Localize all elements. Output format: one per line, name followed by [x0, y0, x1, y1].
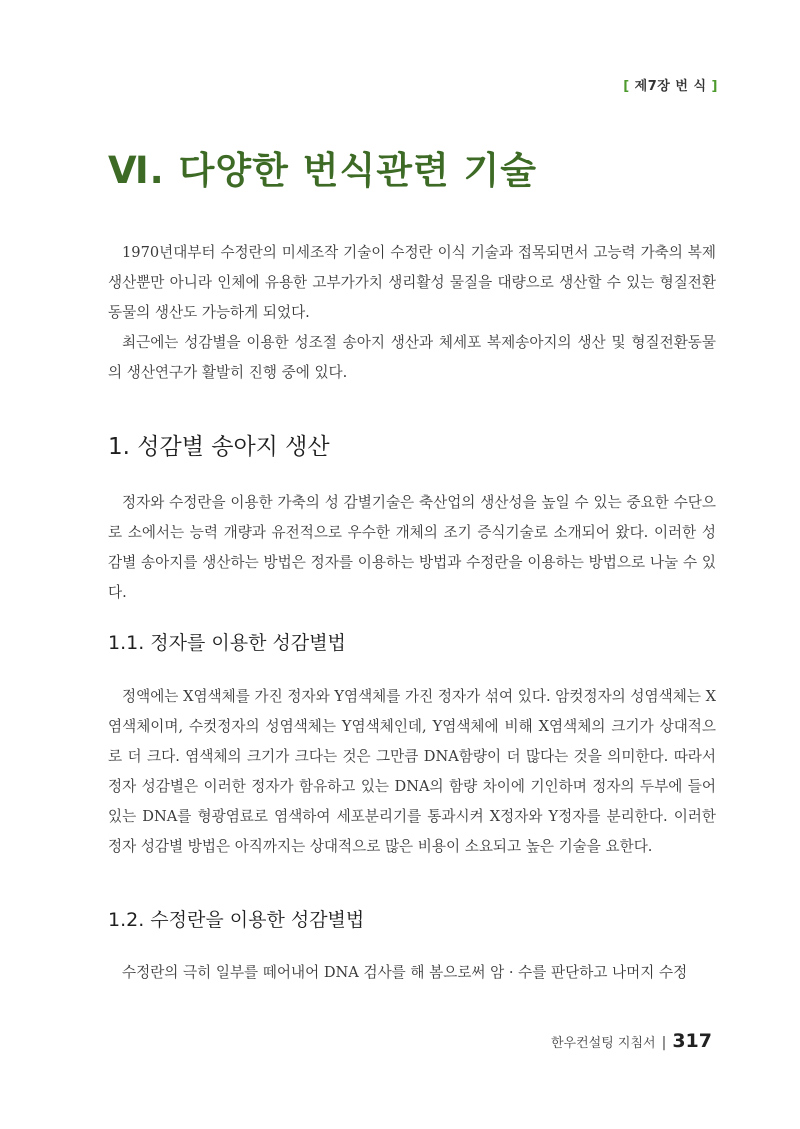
- paragraph-sex-sorting-overview: 정자와 수정란을 이용한 가축의 성 감별기술은 축산업의 생산성을 높일 수 있는 중요한 수단으로 소에서는 능력 개량과 유전적으로 우수한 개체의 조기 증식기술로 소개되어 왔다. 이러한 성감별 송아지를 생산하는 방법은 정자를 이용하는 방법과 수정란을 이용하는 방법으로 나눌 수 있다.: [108, 494, 716, 601]
- chapter-label: 제7장 번 식: [634, 79, 707, 94]
- paragraph-embryo-sexing: 수정란의 극히 일부를 떼어내어 DNA 검사를 해 봄으로써 암 · 수를 판단하고 나머지 수정: [122, 964, 688, 981]
- intro-paragraph-2: 최근에는 성감별을 이용한 성조절 송아지 생산과 체세포 복제송아지의 생산 및 형질전환동물의 생산연구가 활발히 진행 중에 있다.: [108, 334, 716, 381]
- section-title: Ⅵ. 다양한 번식관련 기술: [108, 149, 538, 192]
- heading-embryo-sexing: 1.2. 수정란을 이용한 성감별법: [108, 909, 365, 931]
- bracket-open: [: [623, 79, 630, 94]
- page-number: 317: [672, 1030, 712, 1052]
- page-footer: [551, 1030, 712, 1052]
- book-title: 한우컨설팅 지침서: [551, 1036, 656, 1051]
- intro-paragraph-1: 1970년대부터 수정란의 미세조작 기술이 수정란 이식 기술과 접목되면서 고능력 가축의 복제생산뿐만 아니라 인체에 유용한 고부가가치 생리활성 물질을 대량으로 생산할 수 있는 형질전환동물의 생산도 가능하게 되었다.: [108, 244, 716, 321]
- heading-sex-sorted-calf-production: 1. 성감별 송아지 생산: [108, 434, 330, 460]
- chapter-tag: [623, 75, 718, 94]
- heading-sperm-sexing: 1.1. 정자를 이용한 성감별법: [108, 632, 346, 654]
- footer-separator: |: [661, 1035, 667, 1051]
- paragraph-sperm-sexing: 정액에는 X염색체를 가진 정자와 Y염색체를 가진 정자가 섞여 있다. 암컷정자의 성염색체는 X염색체이며, 수컷정자의 성염색체는 Y염색체인데, Y염색체에 비해 X염색체의 크기가 상대적으로 더 크다. 염색체의 크기가 크다는 것은 그만큼 DNA함량이 더 많다는 것을 의미한다. 따라서 정자 성감별은 이러한 정자가 함유하고 있는 DNA의 함량 차이에 기인하며 정자의 두부에 들어 있는 DNA를 형광염료로 염색하여 세포분리기를 통과시켜 X정자와 Y정자를 분리한다. 이러한 정자 성감별 방법은 아직까지는 상대적으로 많은 비용이 소요되고 높은 기술을 요한다.: [108, 688, 716, 855]
- bracket-close: ]: [711, 79, 718, 94]
